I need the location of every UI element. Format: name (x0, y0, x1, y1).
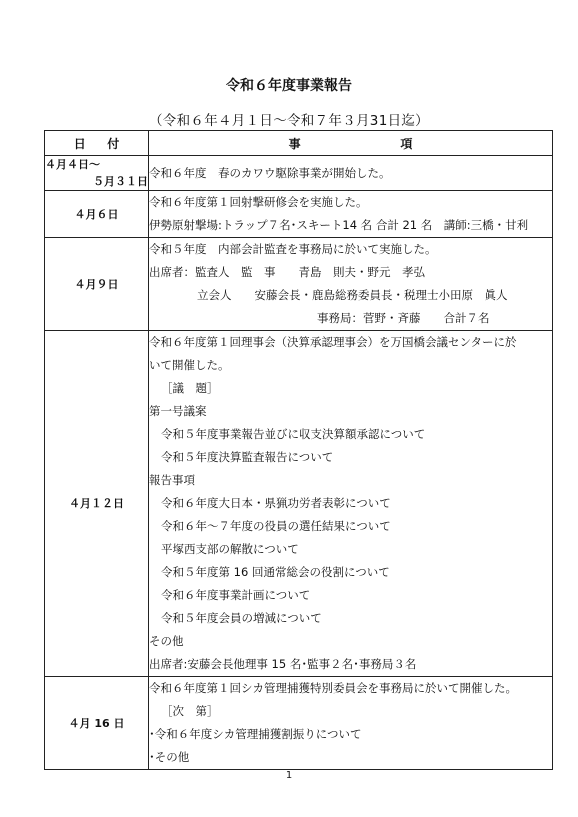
item-line: いて開催した。 (149, 358, 230, 372)
item-line: 出席者:安藤会長他理事 15 名･監事２名･事務局３名 (149, 657, 417, 671)
column-header-date-char: 日 (73, 136, 86, 151)
date-cell (45, 238, 149, 331)
date-text: ４月６日 (74, 207, 119, 221)
item-line: ･令和６年度シカ管理捕獲割振りについて (149, 727, 362, 741)
table-header-row (45, 131, 553, 156)
report-table (44, 130, 553, 770)
item-line: ･その他 (149, 750, 190, 764)
item-cell (149, 238, 553, 331)
column-header-date-char: 付 (107, 136, 120, 151)
table-row (45, 677, 553, 770)
column-header-date (45, 131, 149, 156)
item-line: 令和６年度第１回シカ管理捕獲特別委員会を事務局に於いて開催した。 (149, 681, 517, 695)
item-line: その他 (149, 634, 184, 648)
item-cell (149, 331, 553, 677)
date-cell (45, 191, 149, 238)
table-row (45, 331, 553, 677)
date-text: ４月１２日 (69, 497, 124, 510)
column-header-item-char: 項 (400, 136, 413, 151)
page-number: 1 (285, 770, 293, 781)
item-cell (149, 677, 553, 770)
item-cell (149, 156, 553, 191)
item-line: 報告事項 (149, 473, 195, 487)
column-header-item (149, 131, 553, 156)
item-line: 事務局：菅野・斉藤 合計７名 (317, 311, 490, 325)
item-line: 伊勢原射撃場:トラップ７名･スキート14 名 合計 21 名 講師:三橋・甘利 (149, 218, 529, 232)
date-text: ４月９日 (74, 277, 119, 291)
date-text: ４月 16 日 (68, 716, 125, 730)
item-line: 令和５年度会員の増減について (161, 611, 322, 625)
item-line: 令和６年度事業計画について (161, 588, 311, 602)
item-line: 令和６年度 春のカワウ駆除事業が開始した。 (149, 165, 391, 180)
table-row (45, 156, 553, 191)
item-line: 出席者：監査人 監 事 青島 則夫・野元 孝弘 (149, 265, 425, 279)
item-line: 令和５年度事業報告並びに収支決算額承認について (161, 427, 426, 441)
item-cell (149, 191, 553, 238)
date-text: ４月４日～ (45, 158, 100, 171)
item-line: 令和５年度 内部会計監査を事務局に於いて実施した。 (149, 242, 437, 256)
report-title: 令和６年度事業報告 (226, 78, 352, 94)
report-table-body (45, 156, 553, 770)
date-cell (45, 156, 149, 191)
item-line: 令和６年度第１回射撃研修会を実施した。 (149, 195, 368, 209)
item-line: 令和６年度大日本・県猟功労者表彰について (161, 496, 391, 510)
date-cell (45, 331, 149, 677)
item-line: 第一号議案 (149, 404, 207, 418)
table-row (45, 191, 553, 238)
date-text: ５月３１日 (93, 175, 148, 188)
item-line: 令和５年度第 16 回通常総会の役割について (161, 565, 390, 579)
item-line: 令和６年～７年度の役員の選任結果について (161, 519, 391, 533)
item-line: 立会人 安藤会長・鹿島総務委員長・税理士小田原 眞人 (197, 288, 508, 302)
table-row (45, 238, 553, 331)
item-line: 令和５年度決算監査報告について (161, 450, 334, 464)
item-line: ［議 題］ (161, 381, 219, 395)
report-period: （令和６年４月１日～令和７年３月31日迄） (149, 113, 429, 129)
column-header-item-char: 事 (288, 136, 301, 151)
item-line: 平塚西支部の解散について (161, 542, 299, 556)
date-cell (45, 677, 149, 770)
item-line: ［次 第］ (161, 704, 219, 718)
item-line: 令和６年度第１回理事会（決算承認理事会）を万国橋会議センターに於 (149, 335, 517, 349)
